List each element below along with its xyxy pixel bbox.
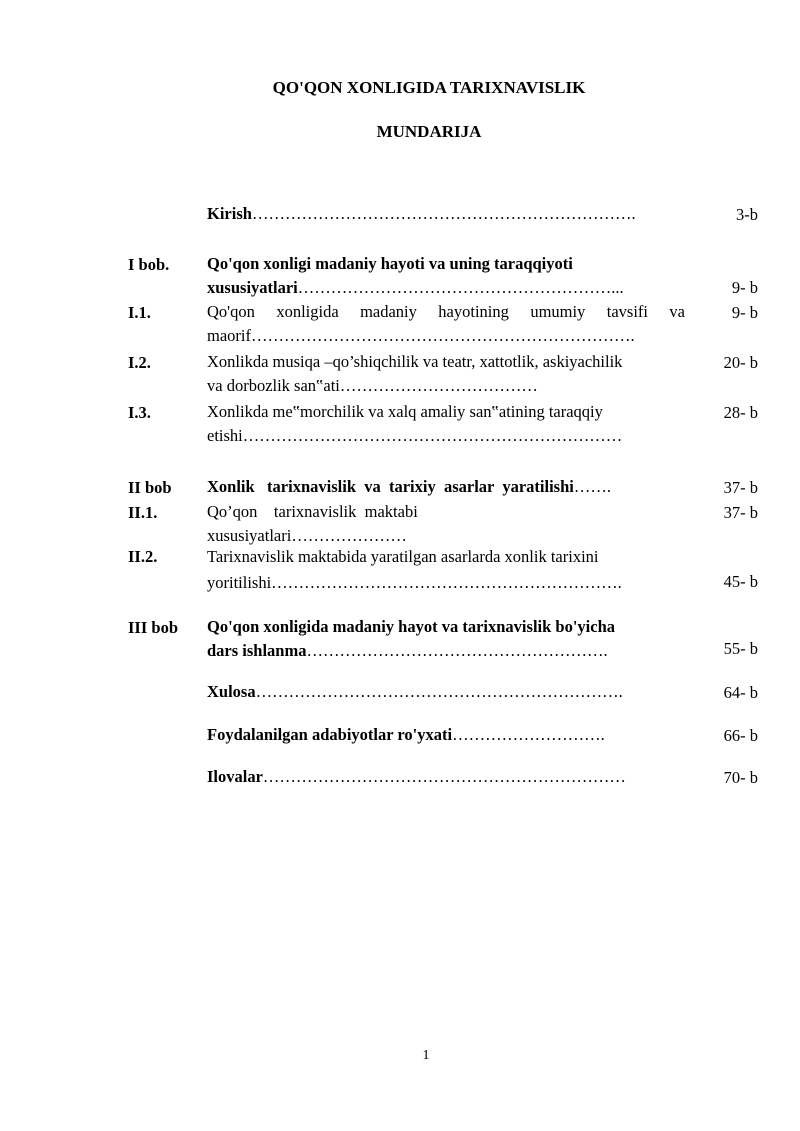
toc-entry-text bbox=[207, 544, 685, 596]
toc-page-number: 37- b bbox=[723, 478, 758, 497]
toc-section-label: I.1. bbox=[128, 303, 151, 322]
toc-entry-text bbox=[207, 723, 685, 747]
toc-entry-title-line1: Qo'qon xonligida madaniy hayotining umumiy tavsifi va bbox=[207, 302, 685, 321]
toc-entry-title-line1: Qo’qon tarixnavislik maktabi bbox=[207, 502, 418, 521]
document-title: QO'QON XONLIGIDA TARIXNAVISLIK bbox=[272, 78, 586, 97]
toc-entry-title-line2: yoritilishi………………………………………………………. bbox=[207, 573, 622, 592]
toc-entry-text bbox=[207, 500, 685, 548]
toc-chapter-label: II bob bbox=[128, 478, 172, 497]
toc-entry-title-line1: Tarixnavislik maktabida yaratilgan asarlarda xonlik tarixini bbox=[207, 547, 599, 566]
toc-section-label: II.1. bbox=[128, 503, 158, 522]
toc-leader-dots: ……. bbox=[573, 477, 611, 496]
toc-chapter-label: III bob bbox=[128, 618, 178, 637]
toc-entry-text bbox=[207, 350, 685, 398]
toc-entry-title-line1: Qo'qon xonligi madaniy hayoti va uning taraqqiyoti bbox=[207, 254, 573, 273]
toc-entry-title-line2: dars ishlanma bbox=[207, 641, 307, 660]
toc-entry-text bbox=[207, 615, 685, 663]
toc-entry-text bbox=[207, 765, 685, 789]
toc-entry-title: Ilovalar bbox=[207, 767, 263, 786]
toc-entry-title: Kirish bbox=[207, 204, 252, 223]
toc-page-number: 70- b bbox=[723, 768, 758, 787]
toc-entry-text bbox=[207, 680, 685, 704]
toc-page-number: 9- b bbox=[731, 278, 758, 297]
toc-entry-title: Xonlik tarixnavislik va tarixiy asarlar yaratilishi bbox=[207, 477, 574, 496]
toc-leader-dots: …………………………………………………………. bbox=[255, 682, 623, 701]
toc-entry-title: Foydalanilgan adabiyotlar ro'yxati bbox=[207, 725, 453, 744]
toc-section-label: I.2. bbox=[128, 353, 151, 372]
toc-leader-dots: ……………………………………………………………. bbox=[251, 204, 636, 223]
toc-page-number: 20- b bbox=[723, 353, 758, 372]
toc-page-number: 9- b bbox=[731, 303, 758, 322]
toc-entry-text bbox=[207, 252, 685, 300]
toc-entry-title-line2: va dorbozlik san‟ati……………………………… bbox=[207, 376, 538, 395]
toc-leader-dots: ………………………………………………. bbox=[306, 641, 608, 660]
toc-heading: MUNDARIJA bbox=[376, 122, 482, 141]
toc-page-number: 28- b bbox=[723, 403, 758, 422]
toc-section-label: II.2. bbox=[128, 547, 158, 566]
toc-entry-title-line1: Xonlikda me‟morchilik va xalq amaliy san‟atining taraqqiy bbox=[207, 402, 603, 421]
toc-leader-dots: …………………………………………………... bbox=[297, 278, 624, 297]
toc-entry-title-line2: maorif……………………………………………………………. bbox=[207, 326, 635, 345]
toc-entry-title: Xulosa bbox=[207, 682, 256, 701]
toc-entry-title-line1: Qo'qon xonligida madaniy hayot va tarixnavislik bo'yicha bbox=[207, 617, 616, 636]
toc-page-number: 37- b bbox=[723, 503, 758, 522]
toc-page-number: 3-b bbox=[736, 205, 758, 224]
toc-entry-text bbox=[207, 300, 685, 348]
toc-page-number: 45- b bbox=[723, 572, 758, 591]
toc-section-label: I.3. bbox=[128, 403, 151, 422]
page-number: 1 bbox=[422, 1048, 430, 1063]
toc-entry-title-line2: xususiyatlari………………… bbox=[207, 526, 407, 545]
toc-page-number: 64- b bbox=[723, 683, 758, 702]
toc-entry-title-line1: Xonlikda musiqa –qo’shiqchilik va teatr, xattotlik, askiyachilik bbox=[207, 352, 623, 371]
toc-entry-text bbox=[207, 202, 685, 226]
toc-entry-text bbox=[207, 400, 685, 448]
toc-leader-dots: ………………………. bbox=[452, 725, 605, 744]
toc-entry-title-line2: xususiyatlari bbox=[207, 278, 298, 297]
toc-leader-dots: ………………………………………………………… bbox=[262, 767, 626, 786]
toc-page-number: 66- b bbox=[723, 726, 758, 745]
toc-chapter-label: I bob. bbox=[128, 255, 170, 274]
toc-entry-text bbox=[207, 475, 685, 499]
toc-entry-title-line2: etishi…………………………………………………………… bbox=[207, 426, 623, 445]
toc-page-number: 55- b bbox=[723, 639, 758, 658]
